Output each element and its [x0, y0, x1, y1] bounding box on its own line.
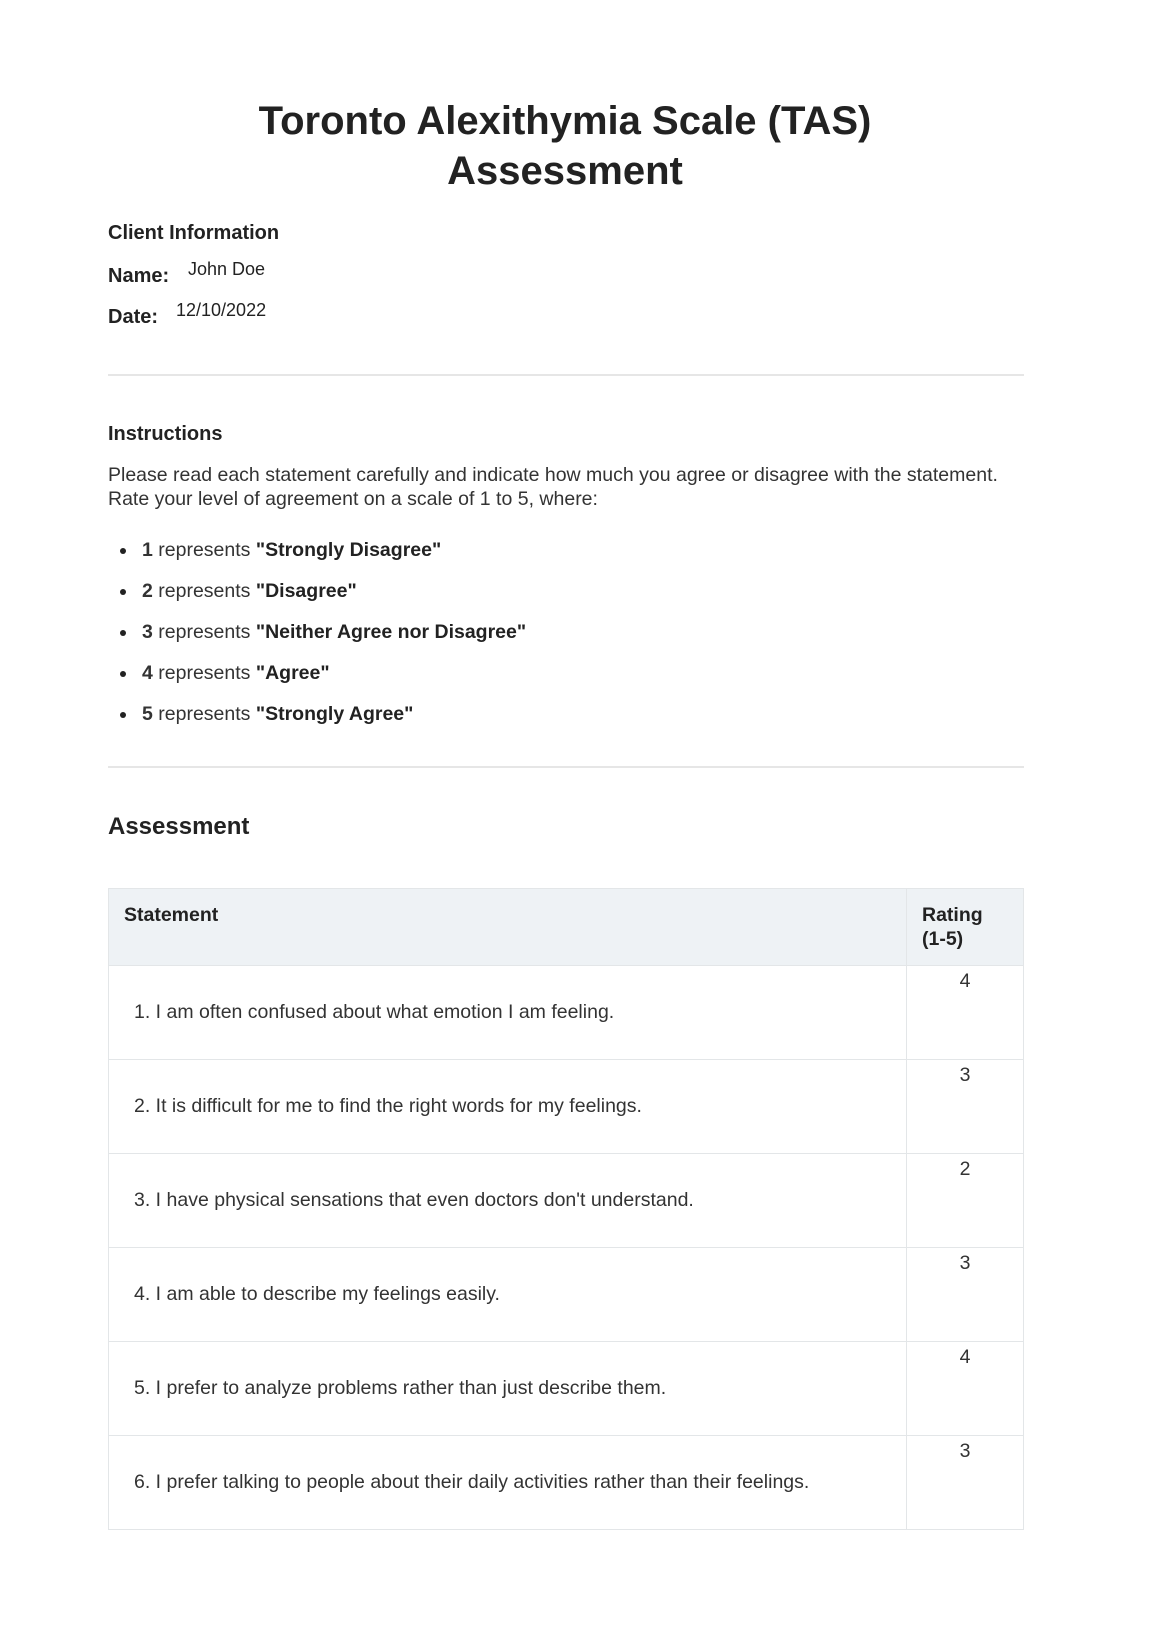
- scale-label: "Neither Agree nor Disagree": [255, 621, 527, 643]
- scale-label: "Strongly Agree": [255, 703, 414, 725]
- instructions-text: Please read each statement carefully and indicate how much you agree or disagree with the statement. Rate your level of agreement on a scale of 1 to 5, where:: [108, 464, 998, 510]
- name-value: John Doe: [188, 259, 266, 279]
- scale-item: [108, 530, 526, 571]
- scale-list: [108, 530, 526, 735]
- statement-cell: 3. I have physical sensations that even doctors don't understand.: [109, 1154, 907, 1248]
- title-line-2: Assessment: [447, 149, 683, 193]
- rating-cell[interactable]: 3: [907, 1248, 1024, 1342]
- scale-number: 1: [142, 539, 153, 561]
- statement-cell: 2. It is difficult for me to find the right words for my feelings.: [109, 1060, 907, 1154]
- bullet-icon: [120, 589, 126, 595]
- scale-item: [108, 612, 526, 653]
- scale-label: "Agree": [255, 662, 330, 684]
- rating-header: Rating (1-5): [907, 889, 1024, 966]
- scale-word: represents: [158, 539, 251, 561]
- table-row: [109, 1248, 1024, 1342]
- date-value: 12/10/2022: [176, 300, 267, 320]
- assessment-heading: Assessment: [108, 813, 250, 840]
- bullet-icon: [120, 630, 126, 636]
- scale-word: represents: [158, 703, 251, 725]
- scale-label: "Disagree": [255, 580, 357, 602]
- table-row: [109, 1060, 1024, 1154]
- scale-number: 3: [142, 621, 153, 643]
- rating-cell[interactable]: 4: [907, 966, 1024, 1060]
- table-header: [109, 889, 1024, 966]
- page-title: [0, 96, 1130, 196]
- rating-cell[interactable]: 2: [907, 1154, 1024, 1248]
- divider: [108, 374, 1024, 376]
- name-label: Name:: [108, 265, 170, 287]
- bullet-icon: [120, 548, 126, 554]
- scale-item: [108, 653, 526, 694]
- statement-cell: 5. I prefer to analyze problems rather than just describe them.: [109, 1342, 907, 1436]
- scale-label: "Strongly Disagree": [255, 539, 442, 561]
- scale-number: 4: [142, 662, 153, 684]
- statement-header: Statement: [109, 889, 907, 966]
- divider: [108, 766, 1024, 768]
- date-label: Date:: [108, 306, 159, 328]
- assessment-table: [108, 888, 1024, 1530]
- scale-word: represents: [158, 621, 251, 643]
- table-row: [109, 966, 1024, 1060]
- instructions-heading: Instructions: [108, 423, 223, 445]
- rating-cell[interactable]: 4: [907, 1342, 1024, 1436]
- scale-word: represents: [158, 662, 251, 684]
- rating-cell[interactable]: 3: [907, 1436, 1024, 1530]
- scale-number: 2: [142, 580, 153, 602]
- statement-cell: 6. I prefer talking to people about their daily activities rather than their feelings.: [109, 1436, 907, 1530]
- table-row: [109, 1154, 1024, 1248]
- table-row: [109, 1436, 1024, 1530]
- bullet-icon: [120, 671, 126, 677]
- rating-cell[interactable]: 3: [907, 1060, 1024, 1154]
- bullet-icon: [120, 712, 126, 718]
- scale-word: represents: [158, 580, 251, 602]
- table-row: [109, 1342, 1024, 1436]
- statement-cell: 4. I am able to describe my feelings easily.: [109, 1248, 907, 1342]
- title-line-1: Toronto Alexithymia Scale (TAS): [258, 99, 872, 143]
- statement-cell: 1. I am often confused about what emotion I am feeling.: [109, 966, 907, 1060]
- scale-item: [108, 694, 526, 735]
- scale-number: 5: [142, 703, 153, 725]
- scale-item: [108, 571, 526, 612]
- client-info-heading: Client Information: [108, 222, 280, 244]
